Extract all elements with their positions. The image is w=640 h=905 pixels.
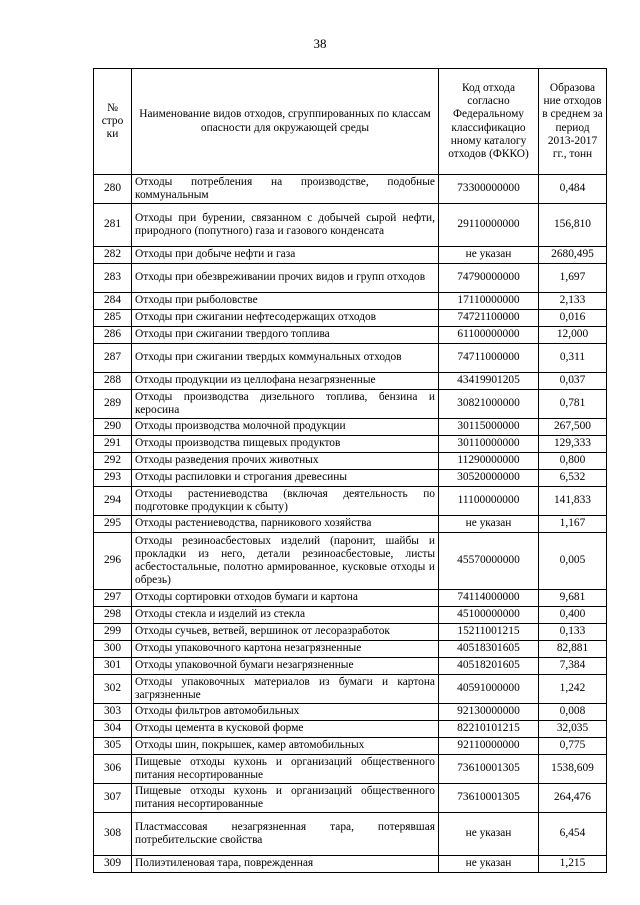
table-row: [94, 607, 607, 624]
waste-name-cell: Отходы шин, покрышек, камер автомобильных: [132, 738, 439, 755]
table-row: [94, 641, 607, 658]
row-number-cell: 298: [94, 607, 132, 624]
fkko-code-cell: 30115000000: [439, 419, 539, 436]
table-row: [94, 264, 607, 293]
row-number-cell: 293: [94, 470, 132, 487]
fkko-code-cell: 40518201605: [439, 658, 539, 675]
header-fkko-code: Код отхода согласно Федеральному классификацио нному каталогу отходов (ФККО): [439, 69, 539, 175]
fkko-code-cell: 15211001215: [439, 624, 539, 641]
waste-name-cell: Отходы производства пищевых продуктов: [132, 436, 439, 453]
table-row: [94, 247, 607, 264]
waste-amount-cell: 0,311: [539, 344, 607, 373]
row-number-cell: 309: [94, 856, 132, 873]
table-row: [94, 784, 607, 813]
waste-name-cell: Отходы при сжигании нефтесодержащих отходов: [132, 310, 439, 327]
row-number-cell: 301: [94, 658, 132, 675]
row-number-cell: 295: [94, 516, 132, 533]
waste-name-cell: Отходы упаковочного картона незагрязненные: [132, 641, 439, 658]
table-row: [94, 293, 607, 310]
waste-name-cell: Отходы упаковочных материалов из бумаги и картона загрязненные: [132, 675, 439, 704]
fkko-code-cell: 74711000000: [439, 344, 539, 373]
waste-name-cell: Отходы разведения прочих животных: [132, 453, 439, 470]
fkko-code-cell: 30821000000: [439, 390, 539, 419]
table-row: [94, 658, 607, 675]
waste-amount-cell: 0,037: [539, 373, 607, 390]
row-number-cell: 302: [94, 675, 132, 704]
waste-name-cell: Отходы при рыболовстве: [132, 293, 439, 310]
waste-amount-cell: 264,476: [539, 784, 607, 813]
table-row: [94, 738, 607, 755]
waste-name-cell: Отходы при добыче нефти и газа: [132, 247, 439, 264]
waste-name-cell: Отходы резиноасбестовых изделий (паронит, шайбы и прокладки из него, детали резиноасбестовые, листы асбестостальные, полотно армированное, кусковые отходы и обрезь): [132, 533, 439, 590]
row-number-cell: 288: [94, 373, 132, 390]
waste-amount-cell: 141,833: [539, 487, 607, 516]
row-number-cell: 289: [94, 390, 132, 419]
waste-amount-cell: 0,133: [539, 624, 607, 641]
row-number-cell: 308: [94, 813, 132, 856]
waste-amount-cell: 12,000: [539, 327, 607, 344]
fkko-code-cell: 43419901205: [439, 373, 539, 390]
row-number-cell: 291: [94, 436, 132, 453]
fkko-code-cell: 73610001305: [439, 755, 539, 784]
waste-amount-cell: 0,016: [539, 310, 607, 327]
fkko-code-cell: 45100000000: [439, 607, 539, 624]
waste-amount-cell: 1538,609: [539, 755, 607, 784]
row-number-cell: 285: [94, 310, 132, 327]
row-number-cell: 300: [94, 641, 132, 658]
fkko-code-cell: 73300000000: [439, 175, 539, 204]
waste-name-cell: Отходы стекла и изделий из стекла: [132, 607, 439, 624]
fkko-code-cell: 30110000000: [439, 436, 539, 453]
header-row-number: № стро ки: [94, 69, 132, 175]
row-number-cell: 305: [94, 738, 132, 755]
waste-name-cell: Отходы распиловки и строгания древесины: [132, 470, 439, 487]
table-row: [94, 327, 607, 344]
waste-amount-cell: 1,697: [539, 264, 607, 293]
header-waste-amount: Образова ние отходов в среднем за период 2013-2017 гг., тонн: [539, 69, 607, 175]
fkko-code-cell: 17110000000: [439, 293, 539, 310]
table-row: [94, 436, 607, 453]
waste-name-cell: Отходы производства молочной продукции: [132, 419, 439, 436]
waste-amount-cell: 6,454: [539, 813, 607, 856]
row-number-cell: 294: [94, 487, 132, 516]
fkko-code-cell: 92130000000: [439, 704, 539, 721]
waste-name-cell: Отходы сортировки отходов бумаги и картона: [132, 590, 439, 607]
waste-amount-cell: 82,881: [539, 641, 607, 658]
waste-name-cell: Пищевые отходы кухонь и организаций общественного питания несортированные: [132, 755, 439, 784]
fkko-code-cell: 73610001305: [439, 784, 539, 813]
table-row: [94, 704, 607, 721]
waste-name-cell: Пластмассовая незагрязненная тара, потерявшая потребительские свойства: [132, 813, 439, 856]
row-number-cell: 307: [94, 784, 132, 813]
waste-name-cell: Отходы сучьев, ветвей, вершинок от лесоразработок: [132, 624, 439, 641]
waste-name-cell: Отходы при сжигании твердых коммунальных отходов: [132, 344, 439, 373]
row-number-cell: 296: [94, 533, 132, 590]
page-number: 38: [313, 36, 327, 51]
table-row: [94, 310, 607, 327]
waste-name-cell: Отходы при обезвреживании прочих видов и групп отходов: [132, 264, 439, 293]
table-row: [94, 390, 607, 419]
row-number-cell: 287: [94, 344, 132, 373]
waste-name-cell: Отходы производства дизельного топлива, бензина и керосина: [132, 390, 439, 419]
table-row: [94, 675, 607, 704]
waste-name-cell: Отходы растениеводства (включая деятельность по подготовке продукции к сбыту): [132, 487, 439, 516]
waste-amount-cell: 1,242: [539, 675, 607, 704]
fkko-code-cell: 30520000000: [439, 470, 539, 487]
waste-amount-cell: 9,681: [539, 590, 607, 607]
waste-amount-cell: 1,215: [539, 856, 607, 873]
fkko-code-cell: 82210101215: [439, 721, 539, 738]
waste-amount-cell: 0,484: [539, 175, 607, 204]
row-number-cell: 284: [94, 293, 132, 310]
table-row: [94, 470, 607, 487]
waste-name-cell: Отходы растениеводства, парникового хозяйства: [132, 516, 439, 533]
waste-amount-cell: 32,035: [539, 721, 607, 738]
waste-name-cell: Полиэтиленовая тара, поврежденная: [132, 856, 439, 873]
table-row: [94, 721, 607, 738]
row-number-cell: 304: [94, 721, 132, 738]
table-row: [94, 453, 607, 470]
row-number-cell: 290: [94, 419, 132, 436]
row-number-cell: 306: [94, 755, 132, 784]
waste-name-cell: Отходы фильтров автомобильных: [132, 704, 439, 721]
fkko-code-cell: 11290000000: [439, 453, 539, 470]
table-row: [94, 813, 607, 856]
table-row: [94, 175, 607, 204]
waste-amount-cell: 156,810: [539, 204, 607, 247]
fkko-code-cell: 11100000000: [439, 487, 539, 516]
table-row: [94, 755, 607, 784]
table-row: [94, 590, 607, 607]
table-row: [94, 533, 607, 590]
row-number-cell: 286: [94, 327, 132, 344]
fkko-code-cell: не указан: [439, 516, 539, 533]
fkko-code-cell: не указан: [439, 247, 539, 264]
row-number-cell: 283: [94, 264, 132, 293]
waste-amount-cell: 7,384: [539, 658, 607, 675]
header-waste-name: Наименование видов отходов, сгруппированных по классам опасности для окружающей среды: [132, 69, 439, 175]
table-row: [94, 344, 607, 373]
waste-amount-cell: 6,532: [539, 470, 607, 487]
waste-amount-cell: 267,500: [539, 419, 607, 436]
waste-amount-cell: 2680,495: [539, 247, 607, 264]
waste-amount-cell: 0,800: [539, 453, 607, 470]
fkko-code-cell: 40518301605: [439, 641, 539, 658]
row-number-cell: 299: [94, 624, 132, 641]
waste-amount-cell: 0,775: [539, 738, 607, 755]
waste-amount-cell: 129,333: [539, 436, 607, 453]
table-row: [94, 487, 607, 516]
row-number-cell: 280: [94, 175, 132, 204]
waste-amount-cell: 1,167: [539, 516, 607, 533]
waste-name-cell: Отходы при бурении, связанном с добычей сырой нефти, природного (попутного) газа и газового конденсата: [132, 204, 439, 247]
table-row: [94, 373, 607, 390]
fkko-code-cell: 74114000000: [439, 590, 539, 607]
waste-amount-cell: 0,008: [539, 704, 607, 721]
waste-amount-cell: 0,005: [539, 533, 607, 590]
table-row: [94, 204, 607, 247]
fkko-code-cell: 61100000000: [439, 327, 539, 344]
waste-amount-cell: 0,400: [539, 607, 607, 624]
table-row: [94, 419, 607, 436]
waste-amount-cell: 0,781: [539, 390, 607, 419]
table-row: [94, 856, 607, 873]
table-body: [94, 175, 607, 873]
waste-name-cell: Отходы при сжигании твердого топлива: [132, 327, 439, 344]
waste-name-cell: Пищевые отходы кухонь и организаций общественного питания несортированные: [132, 784, 439, 813]
waste-amount-cell: 2,133: [539, 293, 607, 310]
table-row: [94, 516, 607, 533]
row-number-cell: 281: [94, 204, 132, 247]
waste-name-cell: Отходы продукции из целлофана незагрязненные: [132, 373, 439, 390]
table-row: [94, 624, 607, 641]
table-header-row: [94, 69, 607, 175]
fkko-code-cell: не указан: [439, 813, 539, 856]
row-number-cell: 297: [94, 590, 132, 607]
waste-table: [93, 68, 607, 873]
fkko-code-cell: 74721100000: [439, 310, 539, 327]
row-number-cell: 282: [94, 247, 132, 264]
fkko-code-cell: 92110000000: [439, 738, 539, 755]
waste-name-cell: Отходы потребления на производстве, подобные коммунальным: [132, 175, 439, 204]
fkko-code-cell: 45570000000: [439, 533, 539, 590]
fkko-code-cell: 40591000000: [439, 675, 539, 704]
fkko-code-cell: 29110000000: [439, 204, 539, 247]
fkko-code-cell: не указан: [439, 856, 539, 873]
waste-name-cell: Отходы упаковочной бумаги незагрязненные: [132, 658, 439, 675]
waste-name-cell: Отходы цемента в кусковой форме: [132, 721, 439, 738]
row-number-cell: 303: [94, 704, 132, 721]
row-number-cell: 292: [94, 453, 132, 470]
fkko-code-cell: 74790000000: [439, 264, 539, 293]
